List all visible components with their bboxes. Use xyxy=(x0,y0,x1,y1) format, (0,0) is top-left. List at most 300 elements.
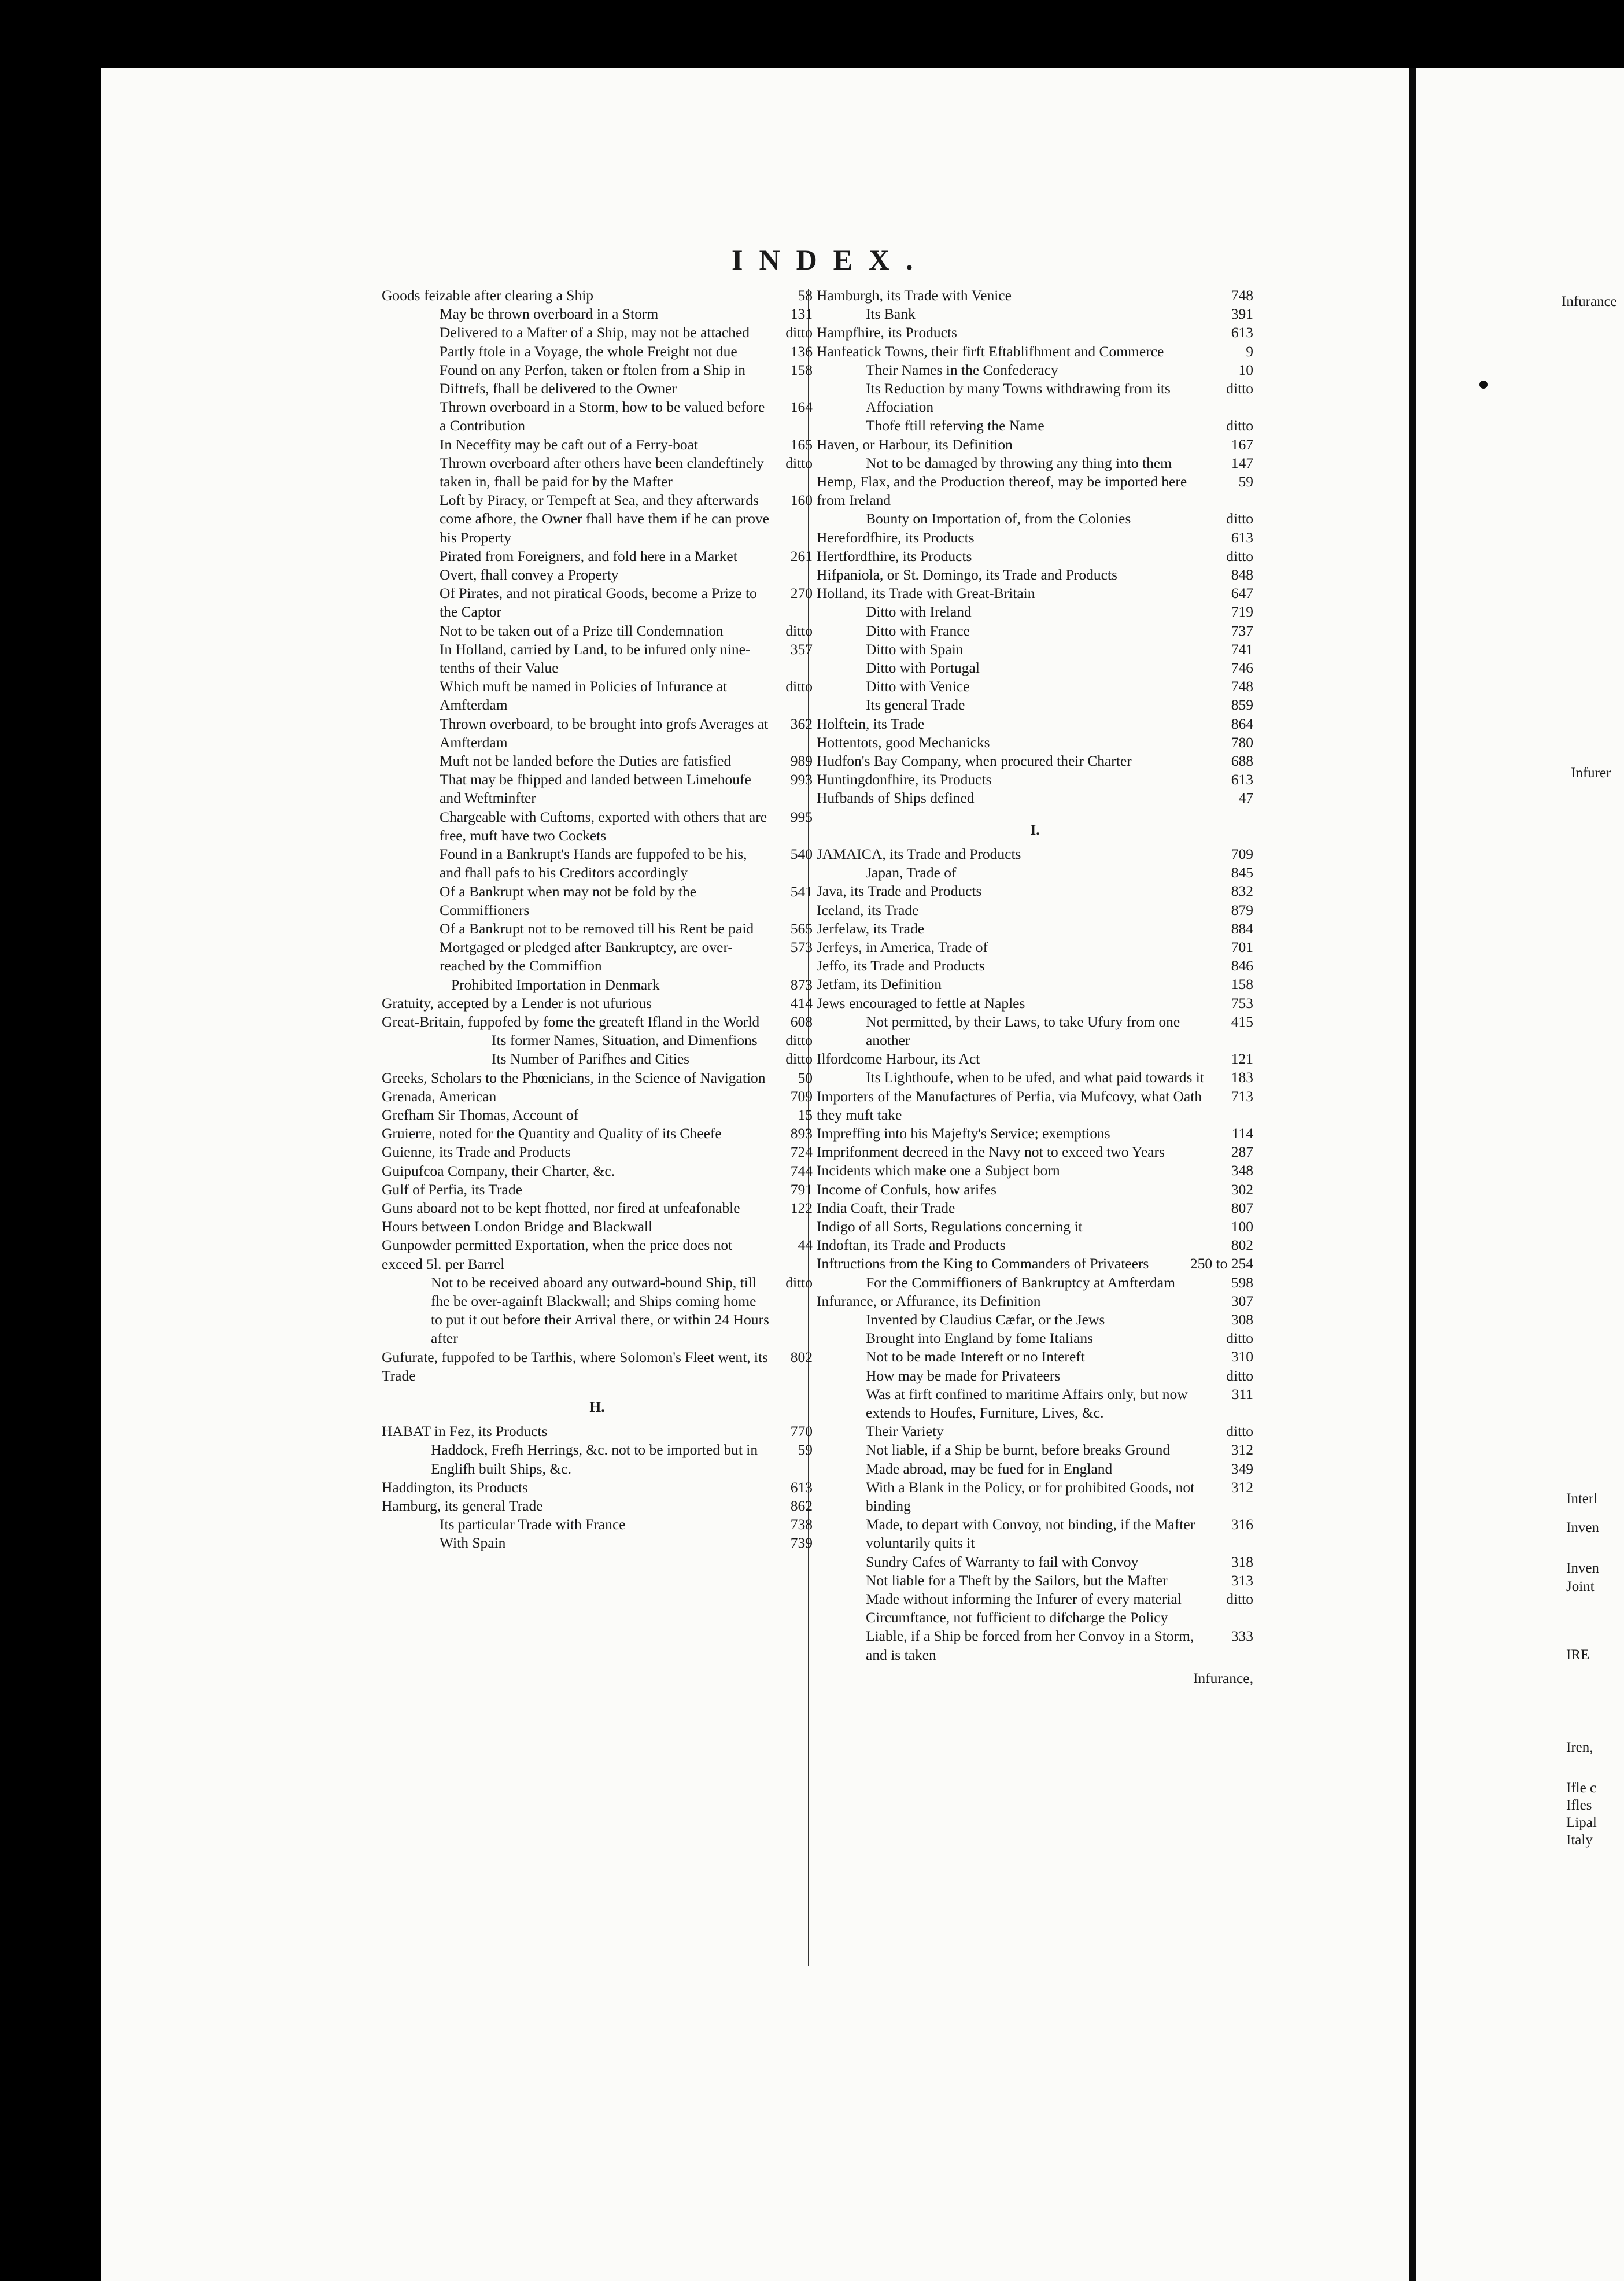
index-page-number: 724 xyxy=(790,1143,813,1161)
fragment: Ifles xyxy=(1566,1798,1592,1813)
index-entry xyxy=(817,584,1253,603)
index-entry xyxy=(382,845,813,882)
index-entry xyxy=(817,901,1253,920)
index-entry-text: Imprifonment decreed in the Navy not to exceed two Years xyxy=(817,1143,1165,1161)
index-page-number: 879 xyxy=(1231,901,1253,918)
index-entry xyxy=(817,696,1253,714)
index-entry xyxy=(382,1515,813,1534)
index-column-left xyxy=(382,286,813,1553)
index-entry-text: Hifpaniola, or St. Domingo, its Trade and Products xyxy=(817,566,1117,584)
index-entry xyxy=(382,752,813,770)
index-entry-text: Haddington, its Products xyxy=(382,1478,528,1496)
index-entry xyxy=(817,1013,1253,1050)
fragment: Joint xyxy=(1566,1579,1595,1595)
index-entry xyxy=(382,640,813,677)
index-page-number: 807 xyxy=(1231,1199,1253,1216)
index-page-number: 167 xyxy=(1231,435,1253,453)
index-entry xyxy=(382,1050,813,1068)
index-entry-text: Hemp, Flax, and the Production thereof, may be imported here from Ireland xyxy=(817,473,1187,509)
index-entry xyxy=(382,491,813,547)
index-page-number: 318 xyxy=(1231,1553,1253,1570)
index-entry-text: Its former Names, Situation, and Dimenfions xyxy=(492,1032,758,1049)
index-entry-text: Of a Bankrupt not to be removed till his Rent be paid xyxy=(440,920,754,937)
index-entry xyxy=(817,1254,1253,1273)
index-entry xyxy=(817,1571,1253,1590)
index-entry-text: Incidents which make one a Subject born xyxy=(817,1162,1060,1179)
index-entry xyxy=(817,1199,1253,1217)
index-page-number: 541 xyxy=(790,883,813,900)
index-page-number: ditto xyxy=(1226,380,1253,397)
index-page-number: 862 xyxy=(790,1497,813,1514)
index-entry xyxy=(382,976,813,994)
index-entry xyxy=(817,305,1253,323)
index-page-number: 312 xyxy=(1231,1441,1253,1459)
index-entry xyxy=(817,845,1253,863)
index-entry-text: Guipufcoa Company, their Charter, &c. xyxy=(382,1162,615,1179)
index-page-number: 873 xyxy=(790,976,813,993)
index-entry xyxy=(382,286,813,305)
index-page-number: 802 xyxy=(1231,1237,1253,1254)
index-entry-text: Brought into England by fome Italians xyxy=(866,1330,1094,1347)
index-entry xyxy=(817,1422,1253,1441)
index-entry-text: Of a Bankrupt when may not be fold by the Commiffioners xyxy=(440,883,697,918)
index-page-number: 310 xyxy=(1231,1348,1253,1365)
index-page-number: 893 xyxy=(790,1125,813,1142)
index-entry xyxy=(817,1050,1253,1068)
index-page-number: 158 xyxy=(1231,976,1253,993)
index-entry-text: Not to be made Intereft or no Intereft xyxy=(866,1348,1085,1365)
index-entry-text: Jerfelaw, its Trade xyxy=(817,920,925,937)
index-page-number: 59 xyxy=(798,1441,813,1459)
index-entry-text: Its Reduction by many Towns withdrawing from its Affociation xyxy=(866,380,1171,416)
index-page-number: 160 xyxy=(790,492,813,509)
index-page-number: 709 xyxy=(790,1087,813,1105)
index-entry xyxy=(817,1385,1253,1422)
index-entry-text: Thrown overboard after others have been clandeftinely taken in, fhall be paid for by the Mafter xyxy=(440,454,764,490)
index-page-number: 744 xyxy=(790,1162,813,1179)
index-entry-text: Herefordfhire, its Products xyxy=(817,529,975,546)
index-entry xyxy=(817,733,1253,752)
index-page-number: 114 xyxy=(1231,1124,1253,1142)
index-entry xyxy=(382,435,813,454)
index-column-right xyxy=(817,286,1253,1688)
index-entry-text: Its Lighthoufe, when to be ufed, and what paid towards it xyxy=(866,1069,1204,1086)
index-page-number: 884 xyxy=(1231,920,1253,937)
index-page-number: 791 xyxy=(790,1180,813,1198)
index-page-number: 540 xyxy=(790,846,813,863)
index-entry xyxy=(817,1478,1253,1515)
index-entry xyxy=(817,920,1253,938)
index-entry xyxy=(817,1124,1253,1143)
index-page-number: 647 xyxy=(1231,585,1253,602)
index-entry xyxy=(817,863,1253,882)
index-entry-text: With a Blank in the Policy, or for prohibited Goods, not binding xyxy=(866,1478,1195,1514)
index-page-number: 10 xyxy=(1238,361,1253,378)
index-entry-text: Not liable, if a Ship be burnt, before breaks Ground xyxy=(866,1441,1171,1459)
fragment: IRE xyxy=(1566,1647,1590,1663)
index-page-number: ditto xyxy=(785,1274,813,1291)
index-page-number: 415 xyxy=(1231,1013,1253,1030)
index-entry-text: Found in a Bankrupt's Hands are fuppofed to be his, and fhall pafs to his Creditors accordingly xyxy=(440,846,747,881)
index-entry-text: Java, its Trade and Products xyxy=(817,883,982,900)
index-entry-text: Iceland, its Trade xyxy=(817,901,919,918)
index-page-number: 44 xyxy=(798,1237,813,1254)
index-entry xyxy=(817,1553,1253,1571)
index-entry-text: Bounty on Importation of, from the Colonies xyxy=(866,510,1131,527)
index-entry-text: Huntingdonfhire, its Products xyxy=(817,771,992,788)
index-page-number: 859 xyxy=(1231,696,1253,714)
index-entry xyxy=(817,1143,1253,1161)
index-entry-text: Made abroad, may be fued for in England xyxy=(866,1460,1113,1477)
index-entry-text: India Coaft, their Trade xyxy=(817,1199,955,1216)
fragment: Iren, xyxy=(1566,1740,1593,1755)
index-page-number: 250 to 254 xyxy=(1190,1255,1253,1272)
index-page-number: 312 xyxy=(1231,1478,1253,1496)
index-entry xyxy=(382,677,813,714)
index-page-number: 846 xyxy=(1231,957,1253,975)
index-entry xyxy=(382,770,813,807)
index-entry xyxy=(817,1348,1253,1366)
index-page-number: 59 xyxy=(1238,473,1253,490)
index-page-number: ditto xyxy=(785,622,813,639)
index-page-number: 737 xyxy=(1231,622,1253,639)
index-entry-text: Of Pirates, and not piratical Goods, become a Prize to the Captor xyxy=(440,585,757,621)
index-entry-text: Hottentots, good Mechanicks xyxy=(817,733,990,751)
index-page-number: 333 xyxy=(1231,1627,1253,1645)
index-entry xyxy=(382,1441,813,1478)
index-page-number: 270 xyxy=(790,585,813,602)
index-entry-text: Which muft be named in Policies of Infurance at Amfterdam xyxy=(440,678,728,714)
index-entry xyxy=(382,1013,813,1031)
index-entry xyxy=(817,379,1253,416)
index-entry-text: Grefham Sir Thomas, Account of xyxy=(382,1106,579,1123)
index-page-number: 15 xyxy=(798,1106,813,1123)
index-page-number: 748 xyxy=(1231,678,1253,695)
index-entry xyxy=(382,1031,813,1050)
index-page-number: 608 xyxy=(790,1013,813,1030)
index-entry-text: Ditto with Portugal xyxy=(866,659,980,677)
index-entry-text: Great-Britain, fuppofed by fome the greateft Ifland in the World xyxy=(382,1013,760,1030)
index-page-number: 713 xyxy=(1231,1087,1253,1105)
index-entry xyxy=(382,1236,813,1273)
index-entry-text: For the Commiffioners of Bankruptcy at Amfterdam xyxy=(866,1274,1175,1291)
index-entry xyxy=(382,1348,813,1385)
index-entry-text: Holland, its Trade with Great-Britain xyxy=(817,585,1035,602)
index-entry-text: Importers of the Manufactures of Perfia, via Mufcovy, what Oath they muft take xyxy=(817,1087,1202,1123)
index-page-number: 183 xyxy=(1231,1069,1253,1086)
index-page-number: 848 xyxy=(1231,566,1253,584)
index-page-number: 348 xyxy=(1231,1162,1253,1179)
index-entry-text: Chargeable with Cuftoms, exported with others that are free, muft have two Cockets xyxy=(440,808,767,844)
index-page-number: 613 xyxy=(1231,771,1253,788)
index-entry xyxy=(382,715,813,752)
catchword: Infurance, xyxy=(1193,1669,1253,1686)
index-page-number: ditto xyxy=(785,1050,813,1068)
index-page-number: ditto xyxy=(1226,1423,1253,1440)
index-entry xyxy=(382,883,813,920)
index-page-number: 261 xyxy=(790,547,813,564)
fragment: Inven xyxy=(1566,1520,1599,1536)
page-gutter xyxy=(1409,68,1416,2281)
index-entry xyxy=(382,1199,813,1236)
index-page-number: 308 xyxy=(1231,1311,1253,1328)
index-page-number: 802 xyxy=(790,1348,813,1365)
fragment: Lipal xyxy=(1566,1815,1597,1830)
index-entry xyxy=(382,305,813,323)
index-entry-text: Was at firft confined to maritime Affairs only, but now extends to Houfes, Furniture, Lives, &c. xyxy=(866,1385,1188,1421)
index-entry-text: Not to be received aboard any outward-bound Ship, till fhe be over-againft Blackwall; and Ships coming home to put it out before their Arrival there, or within 24 Hours after xyxy=(431,1274,769,1347)
index-entry xyxy=(382,1534,813,1552)
index-page-number: 739 xyxy=(790,1534,813,1552)
index-entry xyxy=(817,677,1253,696)
index-page-number: 613 xyxy=(1231,529,1253,546)
index-page-number: 287 xyxy=(1231,1143,1253,1161)
index-section-letter: I. xyxy=(1030,821,1040,838)
fragment: Italy xyxy=(1566,1832,1593,1848)
index-page-number: ditto xyxy=(1226,510,1253,527)
index-page-number: 573 xyxy=(790,939,813,956)
index-entry-text: Hanfeatick Towns, their firft Eftablifhment and Commerce xyxy=(817,342,1164,360)
index-entry xyxy=(382,342,813,361)
index-entry-text: Loft by Piracy, or Tempeft at Sea, and they afterwards come afhore, the Owner fhall have them if he can prove his Property xyxy=(440,492,769,546)
index-page-number: ditto xyxy=(785,1032,813,1049)
index-entry-text: Its particular Trade with France xyxy=(440,1516,626,1533)
index-entry xyxy=(382,1087,813,1106)
index-page-number: 770 xyxy=(790,1423,813,1440)
index-entry-text: Sundry Cafes of Warranty to fail with Convoy xyxy=(866,1553,1139,1570)
index-entry-text: Mortgaged or pledged after Bankruptcy, are over-reached by the Commiffion xyxy=(440,939,733,975)
index-page-number: 565 xyxy=(790,920,813,937)
fragment: Infurance xyxy=(1562,294,1617,309)
index-entry-text: Not to be taken out of a Prize till Condemnation xyxy=(440,622,724,639)
index-entry-text: Jeffo, its Trade and Products xyxy=(817,957,985,975)
index-entry xyxy=(817,770,1253,789)
index-entry-text: Hufbands of Ships defined xyxy=(817,789,975,807)
index-entry-text: Hampfhire, its Products xyxy=(817,324,957,341)
index-entry xyxy=(382,1478,813,1497)
index-page-number: 832 xyxy=(1231,883,1253,900)
index-entry-text: Gratuity, accepted by a Lender is not ufurious xyxy=(382,994,652,1012)
index-page-number: 738 xyxy=(790,1516,813,1533)
index-entry-text: How may be made for Privateers xyxy=(866,1367,1061,1384)
index-page-number: 9 xyxy=(1246,342,1253,360)
index-page-number: 613 xyxy=(790,1478,813,1496)
index-entry-text: Ditto with Venice xyxy=(866,678,970,695)
index-page-number: 357 xyxy=(790,640,813,658)
index-entry-text: Muft not be landed before the Duties are fatisfied xyxy=(440,752,732,770)
index-entry xyxy=(817,323,1253,342)
index-entry xyxy=(382,938,813,975)
index-entry xyxy=(817,1236,1253,1254)
index-entry-text: Income of Confuls, how arifes xyxy=(817,1180,996,1198)
index-page-number: ditto xyxy=(1226,1367,1253,1384)
index-page-number: 50 xyxy=(798,1069,813,1086)
index-entry xyxy=(382,323,813,342)
index-entry xyxy=(817,622,1253,640)
index-page-number: 845 xyxy=(1231,864,1253,881)
index-entry xyxy=(817,1460,1253,1478)
index-entry xyxy=(817,603,1253,621)
fragment: Inven xyxy=(1566,1560,1599,1576)
index-entry xyxy=(817,529,1253,547)
index-entry xyxy=(382,920,813,938)
index-page-number: 311 xyxy=(1231,1385,1253,1402)
index-page-number: 414 xyxy=(790,994,813,1012)
index-entry-text: Jetfam, its Definition xyxy=(817,976,942,993)
index-entry-text: Ditto with Ireland xyxy=(866,603,972,621)
index-entry xyxy=(817,1441,1253,1459)
fragment: Infurer xyxy=(1571,765,1611,781)
index-page-number: 165 xyxy=(790,435,813,453)
index-entry xyxy=(382,1497,813,1515)
index-page-number: 313 xyxy=(1231,1571,1253,1589)
index-page-number: 701 xyxy=(1231,938,1253,955)
index-page-number: ditto xyxy=(785,678,813,695)
index-entry-text: May be thrown overboard in a Storm xyxy=(440,305,659,323)
index-entry-text: HABAT in Fez, its Products xyxy=(382,1423,548,1440)
index-page-number: 362 xyxy=(790,715,813,732)
index-page-number: 131 xyxy=(790,305,813,323)
index-page-number: 864 xyxy=(1231,715,1253,732)
index-page-number: 753 xyxy=(1231,994,1253,1012)
index-entry-text: Hudfon's Bay Company, when procured their Charter xyxy=(817,752,1132,770)
index-entry xyxy=(817,1515,1253,1552)
index-entry-text: Its Bank xyxy=(866,305,916,323)
index-entry-text: Thrown overboard, to be brought into grofs Averages at Amfterdam xyxy=(440,715,769,751)
index-entry-text: With Spain xyxy=(440,1534,506,1552)
index-entry-text: Hamburg, its general Trade xyxy=(382,1497,543,1514)
index-entry xyxy=(817,1627,1253,1664)
index-entry-text: Not to be damaged by throwing any thing into them xyxy=(866,454,1172,471)
index-entry-text: Its Number of Parifhes and Cities xyxy=(492,1050,690,1068)
index-entry xyxy=(382,584,813,621)
index-entry-text: Holftein, its Trade xyxy=(817,715,925,732)
ink-spot-icon xyxy=(1479,381,1488,389)
index-section-letter: H. xyxy=(589,1398,605,1415)
index-entry-text: Jews encouraged to fettle at Naples xyxy=(817,994,1025,1012)
fragment: Ifle c xyxy=(1566,1780,1597,1796)
index-entry-text: Partly ftole in a Voyage, the whole Freight not due xyxy=(440,342,737,360)
index-entry-text: Made, to depart with Convoy, not binding, if the Mafter voluntarily quits it xyxy=(866,1516,1195,1552)
index-entry xyxy=(382,1274,813,1348)
index-entry-text: Hamburgh, its Trade with Venice xyxy=(817,287,1012,304)
page-title: INDEX. xyxy=(732,243,929,276)
index-entry-text: Guienne, its Trade and Products xyxy=(382,1143,571,1161)
index-entry-text: Liable, if a Ship be forced from her Convoy in a Storm, and is taken xyxy=(866,1627,1194,1663)
index-entry-text: Thofe ftill referving the Name xyxy=(866,417,1044,434)
index-entry xyxy=(817,882,1253,900)
index-entry xyxy=(382,1180,813,1199)
index-entry-text: Thrown overboard in a Storm, how to be valued before a Contribution xyxy=(440,398,765,434)
index-entry-text: Jerfeys, in America, Trade of xyxy=(817,938,988,955)
index-page-number: 316 xyxy=(1231,1516,1253,1533)
index-entry xyxy=(817,566,1253,584)
index-page-number: 741 xyxy=(1231,640,1253,658)
index-entry xyxy=(382,1143,813,1161)
index-entry xyxy=(817,1329,1253,1348)
index-entry xyxy=(817,435,1253,454)
index-entry xyxy=(382,398,813,435)
index-entry-text: Guns aboard not to be kept fhotted, nor fired at unfeafonable Hours between London Bridge and Blackwall xyxy=(382,1199,740,1235)
index-entry xyxy=(817,1311,1253,1329)
index-entry-text: Delivered to a Mafter of a Ship, may not be attached xyxy=(440,324,750,341)
index-entry xyxy=(817,957,1253,975)
index-page-number: 122 xyxy=(790,1199,813,1216)
index-entry xyxy=(382,622,813,640)
index-entry-text: Invented by Claudius Cæfar, or the Jews xyxy=(866,1311,1105,1328)
index-entry xyxy=(817,789,1253,807)
index-entry xyxy=(817,547,1253,566)
index-entry xyxy=(817,416,1253,435)
index-page-number: ditto xyxy=(785,454,813,471)
index-entry xyxy=(817,473,1253,510)
index-entry-text: Ditto with France xyxy=(866,622,970,639)
index-page-number: 719 xyxy=(1231,603,1253,621)
index-page-number: 136 xyxy=(790,342,813,360)
index-entry xyxy=(382,454,813,491)
index-page-number: ditto xyxy=(785,324,813,341)
index-entry xyxy=(817,715,1253,733)
index-entry-text: Made without informing the Infurer of every material Circumftance, not fufficient to difcharge the Policy xyxy=(866,1590,1182,1626)
index-page-number: 158 xyxy=(790,361,813,378)
index-page-number: 302 xyxy=(1231,1180,1253,1198)
index-entry xyxy=(382,1106,813,1124)
fragment: Interl xyxy=(1566,1491,1598,1507)
index-entry xyxy=(817,1161,1253,1180)
index-entry xyxy=(382,1069,813,1087)
index-entry xyxy=(817,752,1253,770)
index-entry-text: In Holland, carried by Land, to be infured only nine-tenths of their Value xyxy=(440,640,751,677)
index-page-number: ditto xyxy=(1226,547,1253,564)
index-entry xyxy=(817,1367,1253,1385)
index-entry xyxy=(382,361,813,398)
index-entry-text: Gruierre, noted for the Quantity and Quality of its Cheefe xyxy=(382,1125,722,1142)
index-entry xyxy=(382,808,813,845)
index-entry xyxy=(817,659,1253,677)
index-entry xyxy=(817,454,1253,473)
index-entry xyxy=(817,1590,1253,1627)
index-entry-text: Ilfordcome Harbour, its Act xyxy=(817,1050,980,1068)
index-entry-text: Gulf of Perfia, its Trade xyxy=(382,1180,522,1198)
index-page-number: 47 xyxy=(1238,789,1253,807)
index-entry-text: Inftructions from the King to Commanders of Privateers xyxy=(817,1255,1149,1272)
index-page-number: 709 xyxy=(1231,845,1253,862)
index-entry xyxy=(382,1124,813,1143)
index-entry-text: Their Names in the Confederacy xyxy=(866,361,1058,378)
index-page-number: 993 xyxy=(790,771,813,788)
index-page-number: 746 xyxy=(1231,659,1253,677)
index-entry xyxy=(382,994,813,1013)
index-entry-text: Ditto with Spain xyxy=(866,640,964,658)
index-entry-text: Gunpowder permitted Exportation, when the price does not exceed 5l. per Barrel xyxy=(382,1237,733,1272)
index-page-number: 989 xyxy=(790,752,813,770)
index-entry-text: Infurance, or Affurance, its Definition xyxy=(817,1292,1041,1309)
index-entry-text: Its general Trade xyxy=(866,696,965,714)
index-entry xyxy=(817,640,1253,659)
index-entry xyxy=(817,1292,1253,1311)
index-entry-text: Goods feizable after clearing a Ship xyxy=(382,287,594,304)
index-entry-text: Indoftan, its Trade and Products xyxy=(817,1237,1006,1254)
index-page-number: 164 xyxy=(790,398,813,416)
index-page-number: 780 xyxy=(1231,733,1253,751)
index-entry-text: Greeks, Scholars to the Phœnicians, in the Science of Navigation xyxy=(382,1069,766,1086)
index-page-number: 100 xyxy=(1231,1217,1253,1235)
index-entry-text: Haddock, Frefh Herrings, &c. not to be imported but in Englifh built Ships, &c. xyxy=(431,1441,758,1477)
index-page-number: 688 xyxy=(1231,752,1253,770)
index-entry-text: Pirated from Foreigners, and fold here in a Market Overt, fhall convey a Property xyxy=(440,547,737,584)
index-entry xyxy=(382,547,813,584)
index-entry-text: Their Variety xyxy=(866,1423,944,1440)
